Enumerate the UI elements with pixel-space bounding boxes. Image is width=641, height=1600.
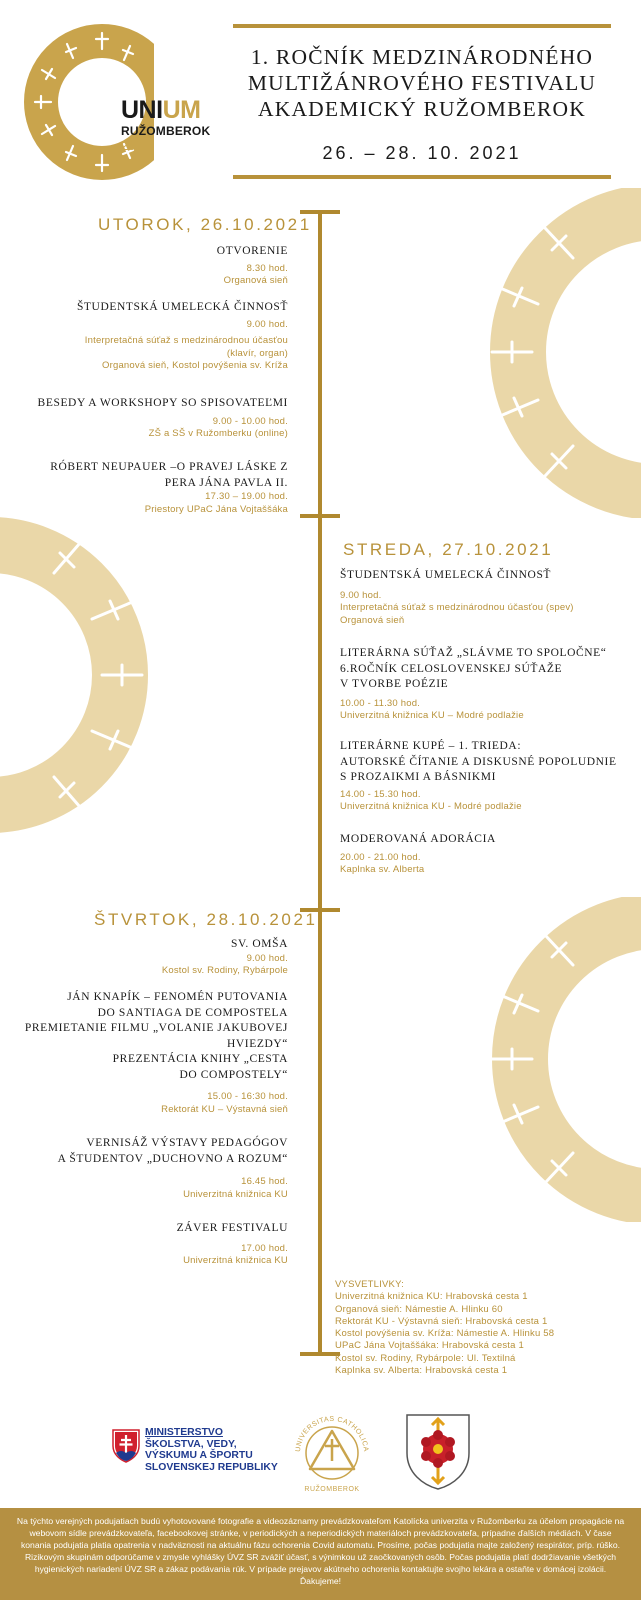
decorative-ring-bottom-right xyxy=(470,897,641,1222)
event-title: JÁN KNAPÍK – FENOMÉN PUTOVANIA xyxy=(67,991,288,1003)
event-title: HVIEZDY“ xyxy=(226,1037,288,1050)
timeline-line xyxy=(318,212,322,1354)
event-title: 6.ROČNÍK CELOSLOVENSKEJ SÚŤAŽE xyxy=(340,662,563,675)
event-title: AUTORSKÉ ČÍTANIE A DISKUSNÉ POPOLUDNIE xyxy=(340,755,617,768)
legend-heading: VYSVETLIVKY: xyxy=(335,1279,404,1290)
event-title: SV. OMŠA xyxy=(231,938,288,950)
event-wednesday-4 xyxy=(340,832,630,877)
event-place: Priestory UPaC Jána Vojtaššáka xyxy=(144,503,288,515)
event-time: 17.30 – 19.00 hod. xyxy=(205,491,288,502)
ministry-line: ŠKOLSTVA, VEDY, xyxy=(145,1438,237,1450)
decorative-ring-top-right xyxy=(470,188,641,518)
event-tuesday-1 xyxy=(14,244,288,288)
header-rule-bottom xyxy=(233,175,611,179)
catholica-bottom-text: RUŽOMBEROK xyxy=(304,1486,360,1493)
event-title: DO COMPOSTELY“ xyxy=(179,1068,288,1081)
legend-item: Organová sieň: Námestie A. Hlinku 60 xyxy=(335,1303,503,1315)
day-heading-tuesday: UTOROK, 26.10.2021 xyxy=(98,215,312,234)
event-title: PREMIETANIE FILMU „VOLANIE JAKUBOVEJ xyxy=(24,1022,288,1034)
event-title: ŠTUDENTSKÁ UMELECKÁ ČINNOSŤ xyxy=(340,569,552,581)
event-time: 9.00 hod. xyxy=(246,318,288,330)
event-detail: (klavír, organ) xyxy=(226,347,288,359)
legend-item: Kostol povýšenia sv. Kríža: Námestie A. Hlinku 58 xyxy=(335,1328,555,1340)
footer-text: Na týchto verejných podujatiach budú vyhotovované fotografie a videozáznamy prevádzkovateľom Katolícka univerzita v Ružomberku za účelom propagácie na webovom sídle prevádzkovateľa, facebookovej stránke, v periodických a neperiodických materiáloch prevádzkovateľa, prípadne ďalších médiách. V čase konania podujatia platia opatrenia v nadväznosti na aktuálnu fázu ochorenia Covid automatu. Prosíme, počas podujatia majte založený respirátor, príp. rúško. Rizikovým skupinám odporúčame v zmysle vyhlášky ÚVZ SR zvážiť účasť, s výnimkou už zaočkovaných osôb. Počas podujatia platí dodržiavanie všetkých hygienických nariadení ÚVZ SR a zákaz podávania rúk. V prípade prejavov akútneho ochorenia kontaktujte svojho lekára a ostaňte v domácej izolácii. Ďakujeme! xyxy=(16,1516,625,1586)
event-place: Kaplnka sv. Alberta xyxy=(340,864,425,875)
event-place: Organová sieň, Kostol povýšenia sv. Kríža xyxy=(102,360,288,371)
event-title: OTVORENIE xyxy=(216,245,288,257)
ruzomberok-coat-of-arms xyxy=(405,1413,471,1491)
event-title: PERA JÁNA PAVLA II. xyxy=(164,476,288,489)
event-time: 9.00 - 10.00 hod. xyxy=(212,415,288,427)
event-place: ZŠ a SŠ v Ružomberku (online) xyxy=(148,428,288,439)
event-thursday-2 xyxy=(14,990,288,1116)
catholica-emblem-icon xyxy=(290,1409,374,1495)
event-title: PREZENTÁCIA KNIHY „CESTA xyxy=(112,1053,288,1065)
festival-title-line: 1. ROČNÍK MEDZINÁRODNÉHO xyxy=(250,45,594,69)
festival-title-line: AKADEMICKÝ RUŽOMBEROK xyxy=(258,97,586,121)
event-title: VERNISÁŽ VÝSTAVY PEDAGÓGOV xyxy=(86,1137,288,1149)
header-rule-top xyxy=(233,24,611,28)
event-title: LITERÁRNE KUPÉ – 1. TRIEDA: xyxy=(340,740,522,752)
timeline-tick xyxy=(300,210,340,214)
event-time: 8.30 hod. xyxy=(246,262,288,274)
event-tuesday-4 xyxy=(14,460,288,516)
event-title: A ŠTUDENTOV „DUCHOVNO A ROZUM“ xyxy=(57,1152,288,1165)
day-heading-wednesday: STREDA, 27.10.2021 xyxy=(343,540,554,559)
day-heading-thursday: ŠTVRTOK, 28.10.2021 xyxy=(94,910,318,929)
event-time: 17.00 hod. xyxy=(241,1242,288,1254)
logo-year: 2021 xyxy=(121,138,150,153)
ministry-logo xyxy=(112,1427,282,1479)
event-wednesday-1 xyxy=(340,568,630,627)
event-time: 10.00 - 11.30 hod. xyxy=(340,697,421,709)
festival-title xyxy=(233,44,611,122)
event-title: ZÁVER FESTIVALU xyxy=(176,1222,288,1234)
legend-item: Kostol sv. Rodiny, Rybárpole: Ul. Textilná xyxy=(335,1352,516,1364)
event-title: ŠTUDENTSKÁ UMELECKÁ ČINNOSŤ xyxy=(76,301,288,313)
event-time: 14.00 - 15.30 hod. xyxy=(340,788,421,800)
legend-item: Rektorát KU - Výstavná sieň: Hrabovská cesta 1 xyxy=(335,1315,548,1327)
event-place: Kostol sv. Rodiny, Rybárpole xyxy=(161,965,288,976)
timeline-tick xyxy=(300,514,340,518)
event-title: S PROZAIKMI A BÁSNIKMI xyxy=(340,771,497,783)
logo-uni: UNI xyxy=(121,96,163,124)
event-title: RÓBERT NEUPAUER –O PRAVEJ LÁSKE Z xyxy=(50,461,288,473)
event-detail: Interpretačná súťaž s medzinárodnou účasťou xyxy=(84,335,288,346)
event-place: Rektorát KU – Výstavná sieň xyxy=(161,1103,288,1115)
event-tuesday-3 xyxy=(14,396,288,441)
event-time: 20.00 - 21.00 hod. xyxy=(340,851,421,863)
logo-um: UM xyxy=(162,96,201,124)
event-tuesday-2 xyxy=(14,300,288,373)
legend-item: UPaC Jána Vojtaššáka: Hrabovská cesta 1 xyxy=(335,1340,524,1352)
legend xyxy=(335,1279,625,1377)
catholica-top-text: UNIVERSITAS CATHOLICA xyxy=(294,1415,370,1453)
event-thursday-4 xyxy=(14,1221,288,1268)
event-place: Organová sieň xyxy=(340,614,405,626)
event-title: LITERÁRNA SÚŤAŽ „SLÁVME TO SPOLOČNE“ xyxy=(340,647,607,659)
logo-wordmark xyxy=(121,98,200,123)
logo-city: RUŽOMBEROK xyxy=(121,124,211,138)
ministry-line: SLOVENSKEJ REPUBLIKY xyxy=(145,1461,278,1473)
event-wednesday-3 xyxy=(340,739,630,814)
event-place: Univerzitná knižnica KU xyxy=(183,1188,288,1200)
event-place: Organová sieň xyxy=(223,275,288,286)
universitas-catholica-logo xyxy=(290,1409,374,1495)
coat-of-arms-icon xyxy=(405,1413,471,1491)
event-time: 15.00 - 16:30 hod. xyxy=(207,1091,288,1102)
event-place: Univerzitná knižnica KU xyxy=(183,1255,288,1266)
event-place: Univerzitná knižnica KU - Modré podlažie xyxy=(340,801,522,812)
event-detail: Interpretačná súťaž s medzinárodnou účasťou (spev) xyxy=(340,602,574,613)
event-title: DO SANTIAGA DE COMPOSTELA xyxy=(97,1006,288,1019)
festival-title-line: MULTIŽÁNROVÉHO FESTIVALU xyxy=(247,71,597,95)
event-title: MODEROVANÁ ADORÁCIA xyxy=(340,833,496,845)
event-title: V TVORBE POÉZIE xyxy=(340,678,449,690)
footer-notice xyxy=(0,1508,641,1600)
event-title: BESEDY A WORKSHOPY SO SPISOVATEĽMI xyxy=(37,397,288,409)
event-thursday-1 xyxy=(14,937,288,978)
event-wednesday-2 xyxy=(340,646,630,723)
timeline-tick xyxy=(300,1352,340,1356)
ministry-line: VÝSKUMU A ŠPORTU xyxy=(145,1450,253,1461)
slovak-shield-icon xyxy=(112,1429,140,1463)
event-time: 16.45 hod. xyxy=(241,1176,288,1187)
legend-item: Kaplnka sv. Alberta: Hrabovská cesta 1 xyxy=(335,1365,508,1377)
festival-dates: 26. – 28. 10. 2021 xyxy=(322,143,522,163)
event-thursday-3 xyxy=(14,1136,288,1201)
ministry-name xyxy=(145,1427,278,1473)
legend-item: Univerzitná knižnica KU: Hrabovská cesta 1 xyxy=(335,1291,528,1303)
event-time: 9.00 hod. xyxy=(340,589,382,601)
ministry-line: MINISTERSTVO xyxy=(145,1427,223,1438)
unium-logo xyxy=(22,22,212,182)
event-time: 9.00 hod. xyxy=(246,952,288,964)
event-place: Univerzitná knižnica KU – Modré podlažie xyxy=(340,710,524,721)
decorative-ring-left xyxy=(0,513,160,838)
